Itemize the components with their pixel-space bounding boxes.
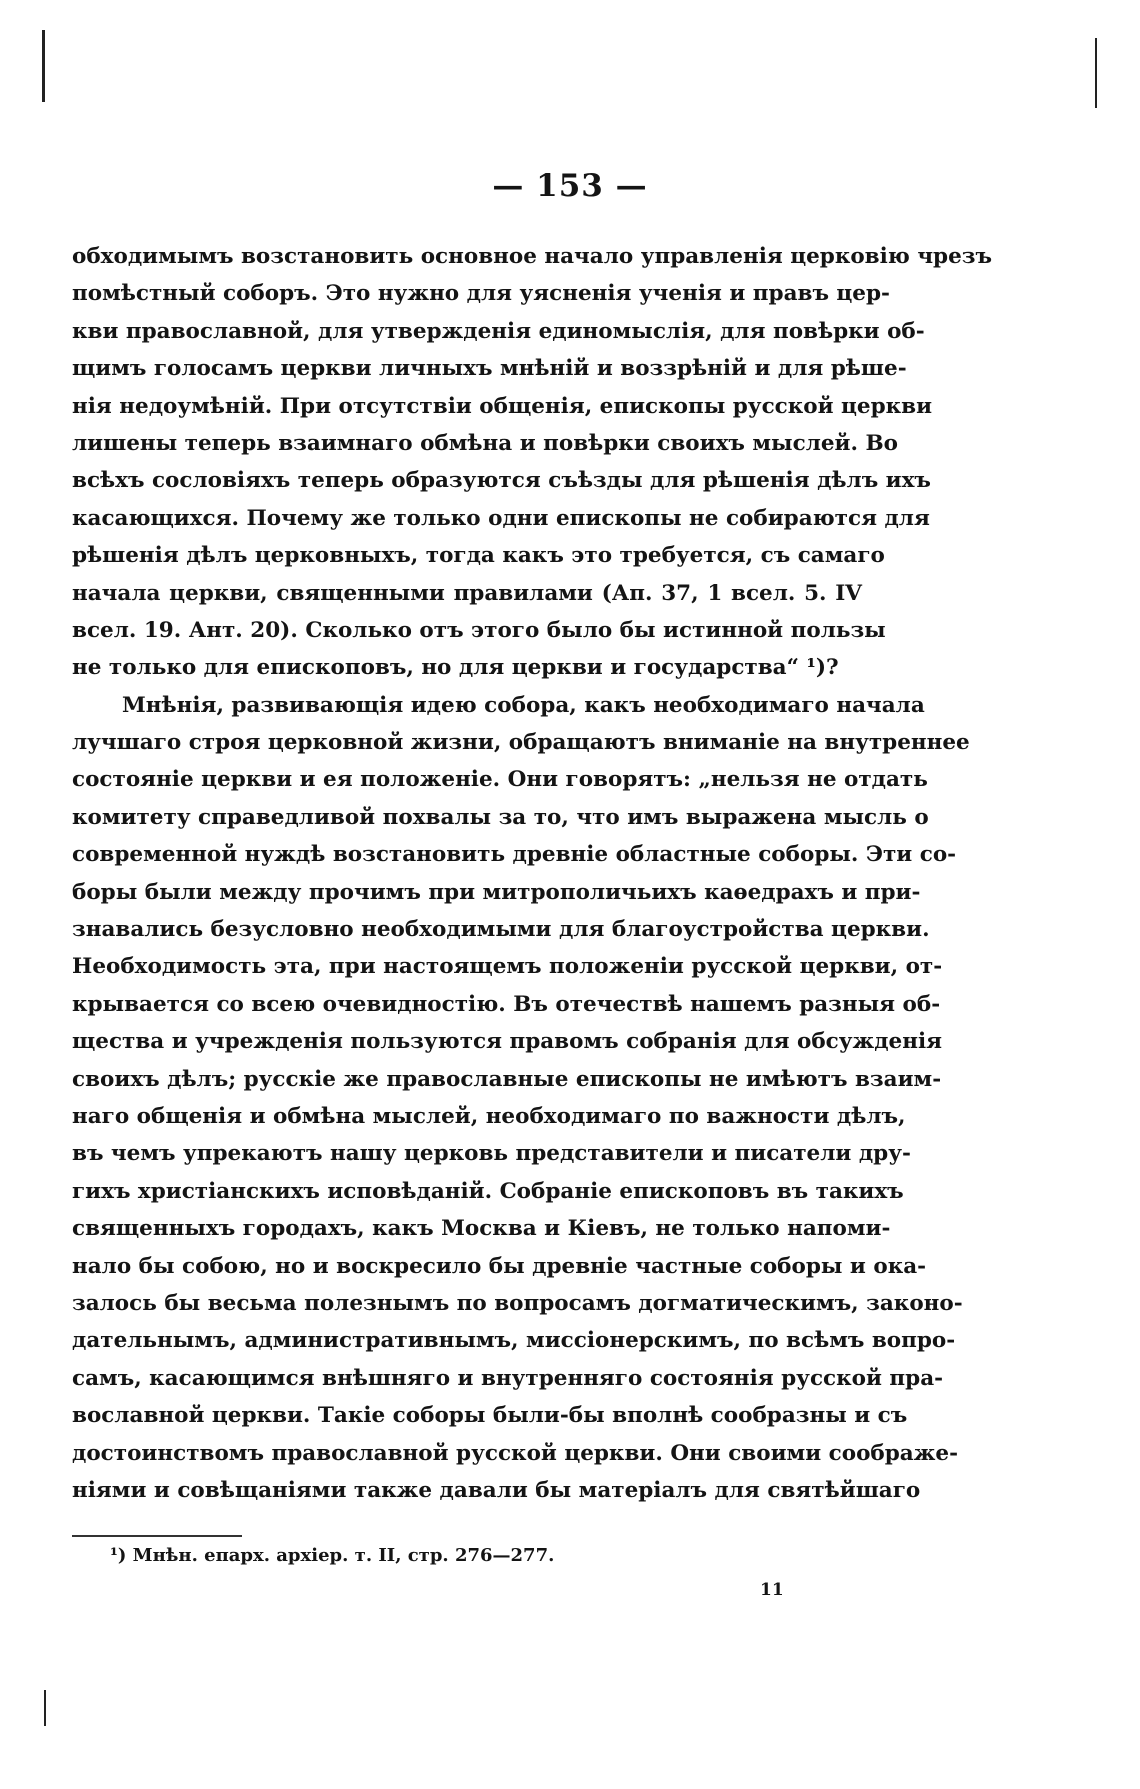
text-line: своихъ дѣлъ; русскіе же православные епископы не имѣютъ взаим- [72,1066,942,1092]
text-line: современной нуждѣ возстановить древніе областные соборы. Эти со- [72,842,957,868]
text-line: достоинствомъ православной русской церкви. Они своими соображе- [72,1440,959,1466]
text-line: комитету справедливой похвалы за то, что имъ выражена мысль о [72,804,929,830]
text-line: священныхъ городахъ, какъ Москва и Кіевъ, не только напоми- [72,1216,891,1242]
signature-mark: 11 [760,1580,784,1600]
text-line: крывается со всею очевидностію. Въ отечествѣ нашемъ разныя об- [72,991,941,1017]
text-line: боры были между прочимъ при митрополичьихъ каѳедрахъ и при- [72,879,921,905]
text-line: Мнѣнія, развивающія идею собора, какъ необходимаго начала [122,692,925,718]
text-line: начала церкви, священными правилами (Ап. 37, 1 всел. 5. IV [72,580,862,606]
text-line: вославной церкви. Такіе соборы были-бы вполнѣ сообразны и съ [72,1403,908,1429]
text-line: состояніе церкви и ея положеніе. Они говорятъ: „нельзя не отдать [72,767,928,793]
text-line: нало бы собою, но и воскресило бы древніе частные соборы и ока- [72,1253,927,1279]
text-line: обходимымъ возстановить основное начало управленія церковію чрезъ [72,244,992,269]
footnote: ¹) Мнѣн. епарх. архіер. т. II, стр. 276—277. [110,1545,555,1566]
text-line: дательнымъ, административнымъ, миссіонерскимъ, по всѣмъ вопро- [72,1328,956,1354]
text-line: нія недоумѣній. При отсутствіи общенія, епископы русской церкви [72,393,933,419]
body-text [72,238,992,1509]
footnote-separator [72,1535,242,1537]
text-line: всел. 19. Ант. 20). Сколько отъ этого было бы истинной пользы [72,617,886,643]
text-line: всѣхъ сословіяхъ теперь образуются съѣзды для рѣшенія дѣлъ ихъ [72,468,931,494]
paragraph-2 [72,687,970,1510]
page-number-header: — 153 — [492,168,648,204]
text-line: помѣстный соборъ. Это нужно для уясненія ученія и правъ цер- [72,281,890,307]
text-line: касающихся. Почему же только одни епископы не собираются для [72,505,930,531]
text-line: наго общенія и обмѣна мыслей, необходимаго по важности дѣлъ, [72,1103,906,1129]
text-line: Необходимость эта, при настоящемъ положеніи русской церкви, от- [72,954,943,980]
text-line: лишены теперь взаимнаго обмѣна и повѣрки своихъ мыслей. Во [72,430,898,456]
scan-edge-mark-top-left [42,30,45,102]
text-line: рѣшенія дѣлъ церковныхъ, тогда какъ это требуется, съ самаго [72,543,885,569]
text-line: ніями и совѣщаніями также давали бы матеріалъ для святѣйшаго [72,1477,921,1503]
text-line: щества и учрежденія пользуются правомъ собранія для обсужденія [72,1029,943,1055]
text-line: гихъ христіанскихъ исповѣданій. Собраніе епископовъ въ такихъ [72,1178,904,1204]
text-line: щимъ голосамъ церкви личныхъ мнѣній и воззрѣній и для рѣше- [72,356,907,382]
scan-edge-mark-top-right [1095,38,1097,108]
scan-edge-mark-bottom-left [44,1690,46,1726]
paragraph-1 [72,238,992,687]
text-line: лучшаго строя церковной жизни, обращаютъ вниманіе на внутреннее [72,730,970,756]
text-line: залось бы весьма полезнымъ по вопросамъ догматическимъ, законо- [72,1290,963,1316]
text-line: въ чемъ упрекаютъ нашу церковь представители и писатели дру- [72,1141,911,1167]
text-line: самъ, касающимся внѣшняго и внутренняго состоянія русской пра- [72,1365,944,1391]
text-line: кви православной, для утвержденія единомыслія, для повѣрки об- [72,318,925,344]
text-line: не только для епископовъ, но для церкви и государства“ ¹)? [72,655,839,681]
text-line: знавались безусловно необходимыми для благоустройства церкви. [72,917,930,943]
